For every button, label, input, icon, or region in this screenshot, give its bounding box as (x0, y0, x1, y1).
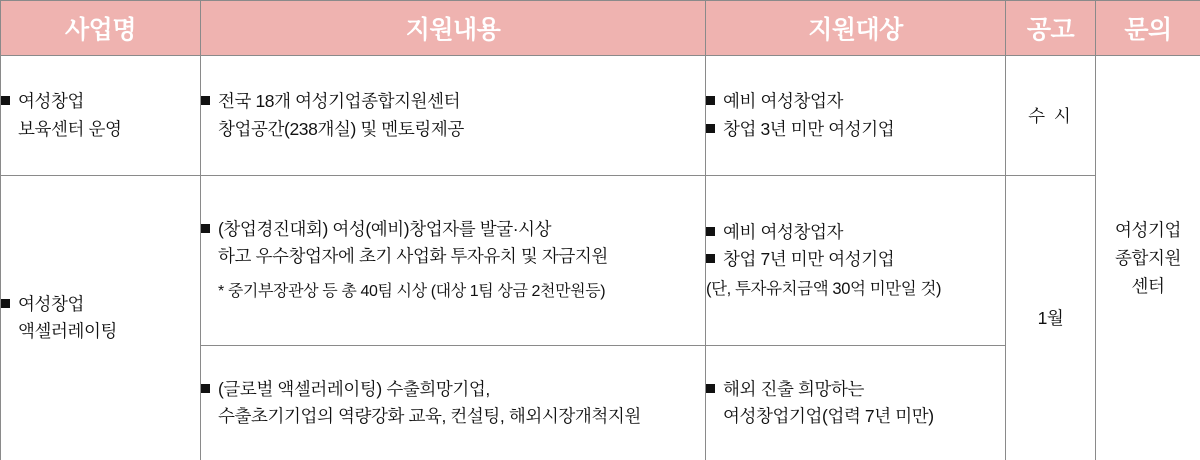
content-line2-wrap (201, 403, 705, 430)
header-support-content: 지원내용 (201, 1, 706, 56)
program-name-line1: 여성창업 (18, 91, 85, 112)
square-bullet-icon (1, 299, 10, 308)
target-note: (단, 투자유치금액 30억 미만일 것) (706, 279, 942, 298)
square-bullet-icon (706, 254, 715, 263)
support-content-cell-2b (201, 346, 706, 460)
content-line2: 하고 우수창업자에 초기 사업화 투자유치 및 자금지원 (218, 246, 608, 267)
program-name-line2: 액셀러레이팅 (18, 321, 118, 341)
content-line2: 창업공간(238개실) 및 멘토링제공 (218, 118, 464, 139)
support-target-cell-2a (706, 176, 1006, 346)
square-bullet-icon (706, 227, 715, 236)
notice-cell-1 (1006, 56, 1096, 176)
square-bullet-icon (706, 384, 715, 393)
program-name-cell-2 (1, 176, 201, 460)
header-program-name: 사업명 (1, 1, 201, 56)
program-name-line1-wrap (1, 291, 200, 318)
header-support-target: 지원대상 (706, 1, 1006, 56)
square-bullet-icon (706, 96, 715, 105)
content-line1: (글로벌 액셀러레이팅) 수출희망기업, (218, 378, 490, 399)
inquiry-cell (1096, 56, 1200, 460)
program-name-line2: 보육센터 운영 (18, 118, 122, 139)
content-line1-wrap (201, 88, 705, 115)
target-item-2: 창업 3년 미만 여성기업 (723, 118, 895, 139)
content-line2: 수출초기기업의 역량강화 교육, 컨설팅, 해외시장개척지원 (218, 406, 641, 426)
support-target-cell-2b (706, 346, 1006, 460)
header-inquiry: 문의 (1096, 1, 1200, 56)
target-note-wrap (706, 277, 1005, 303)
content-line1-wrap (201, 376, 705, 403)
target-item-2-wrap (706, 246, 1005, 273)
program-name-cell-1 (1, 56, 201, 176)
content-note-wrap (201, 280, 705, 305)
content-line1-wrap (201, 216, 705, 243)
square-bullet-icon (201, 96, 210, 105)
program-name-line1-wrap (1, 88, 200, 115)
notice-value-1: 수 시 (1028, 105, 1073, 126)
support-content-cell-1 (201, 56, 706, 176)
content-note: * 중기부장관상 등 총 40팀 시상 (대상 1팀 상금 2천만원등) (218, 283, 606, 301)
inquiry-line3: 센터 (1131, 276, 1165, 296)
notice-cell-2 (1006, 176, 1096, 460)
square-bullet-icon (201, 384, 210, 393)
support-content-cell-2a (201, 176, 706, 346)
target-item-2-wrap (706, 116, 1005, 143)
inquiry-line1: 여성기업 (1114, 220, 1182, 240)
content-line2-wrap (201, 116, 705, 143)
table-row (1, 176, 1200, 346)
square-bullet-icon (706, 124, 715, 133)
square-bullet-icon (201, 224, 210, 233)
program-name-line1: 여성창업 (18, 293, 85, 314)
header-notice: 공고 (1006, 1, 1096, 56)
target-item-1: 예비 여성창업자 (723, 91, 843, 112)
square-bullet-icon (1, 96, 10, 105)
inquiry-line2: 종합지원 (1114, 248, 1182, 268)
target-item-1-wrap (706, 88, 1005, 115)
notice-value-2: 1월 (1037, 308, 1064, 328)
target-item-1-wrap (706, 376, 1005, 403)
content-line1: 전국 18개 여성기업종합지원센터 (218, 91, 461, 112)
content-line2-wrap (201, 243, 705, 270)
target-item-2: 창업 7년 미만 여성기업 (723, 248, 895, 269)
content-line1: (창업경진대회) 여성(예비)창업자를 발굴·시상 (218, 218, 552, 239)
target-item-2: 여성창업기업(업력 7년 미만) (723, 406, 934, 426)
table-row (1, 56, 1200, 176)
target-item-1: 예비 여성창업자 (723, 221, 843, 242)
support-target-cell-1 (706, 56, 1006, 176)
table-header-row (1, 1, 1200, 56)
target-item-2-wrap (706, 403, 1005, 430)
target-item-1-wrap (706, 219, 1005, 246)
target-item-1: 해외 진출 희망하는 (723, 378, 864, 399)
